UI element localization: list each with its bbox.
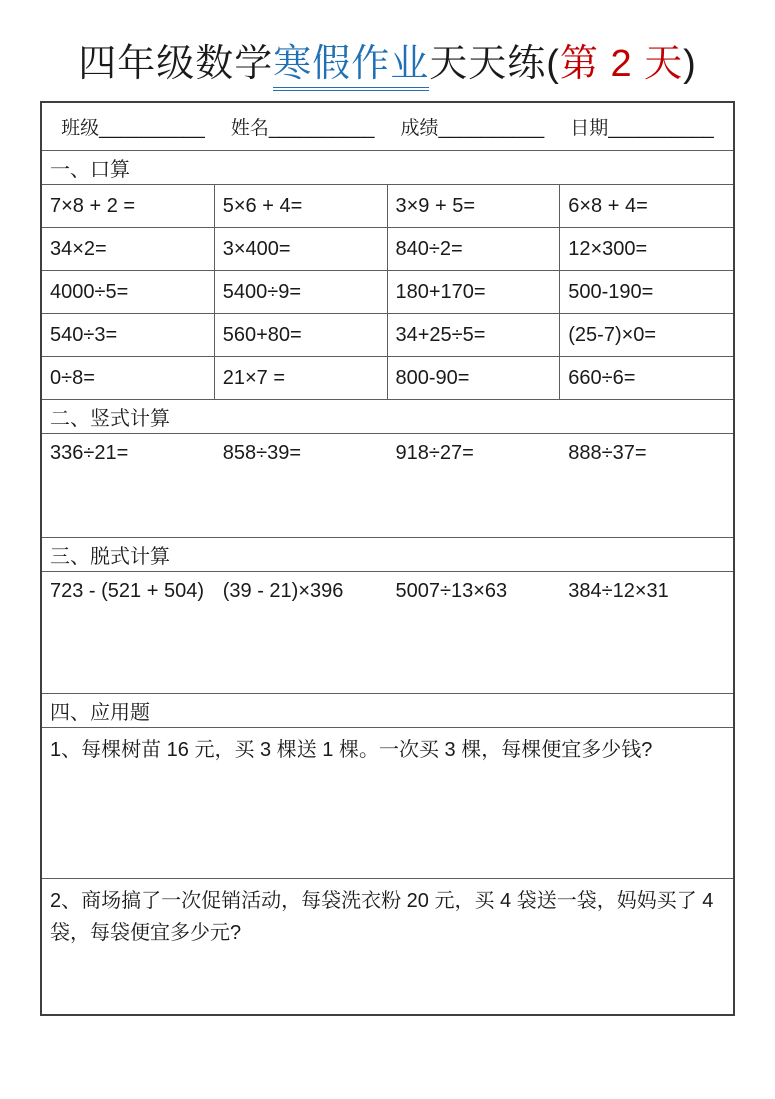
offform-problem: 384÷12×31 bbox=[568, 580, 669, 602]
worksheet-table bbox=[40, 101, 735, 1016]
title-highlight: 寒假作业 bbox=[273, 43, 429, 91]
score-field bbox=[401, 113, 545, 140]
offform-problem: 723 - (521 + 504) bbox=[50, 580, 204, 602]
info-row bbox=[42, 103, 733, 151]
offform-problem: 5007÷13×63 bbox=[395, 580, 508, 602]
score-blank: __________ bbox=[438, 118, 545, 139]
class-field bbox=[61, 113, 205, 140]
oral-problem-cell: 3×9 + 5= bbox=[388, 185, 561, 228]
score-label: 成绩 bbox=[400, 118, 439, 139]
oral-problem-cell: 800-90= bbox=[388, 357, 561, 400]
oral-problem-cell: 500-190= bbox=[560, 271, 733, 314]
oral-grid bbox=[42, 185, 733, 400]
vertical-problem: 858÷39= bbox=[222, 442, 302, 464]
offform-problem: (39 - 21)×396 bbox=[222, 580, 344, 602]
class-label: 班级 bbox=[61, 118, 100, 139]
vertical-problems-row bbox=[42, 434, 733, 538]
oral-problem-cell: 34+25÷5= bbox=[388, 314, 561, 357]
word-problem-2: 2、商场搞了一次促销活动，每袋洗衣粉 20 元，买 4 袋送一袋，妈妈买了 4 袋，每袋便宜多少元? bbox=[50, 890, 714, 944]
section-heading-offform: 三、脱式计算 bbox=[42, 538, 733, 572]
oral-problem-cell: 12×300= bbox=[560, 228, 733, 271]
oral-problem-cell: 6×8 + 4= bbox=[560, 185, 733, 228]
date-blank: __________ bbox=[608, 118, 714, 139]
oral-problem-cell: 660÷6= bbox=[560, 357, 733, 400]
title-middle: 天天练( bbox=[429, 43, 560, 85]
oral-problem-cell: 560+80= bbox=[215, 314, 388, 357]
class-blank: __________ bbox=[99, 118, 205, 139]
oral-problem-cell: 7×8 + 2 = bbox=[42, 185, 215, 228]
title-day: 第 2 天 bbox=[559, 43, 684, 85]
oral-problem-cell: 21×7 = bbox=[215, 357, 388, 400]
oral-problem-cell: 180+170= bbox=[388, 271, 561, 314]
oral-problem-cell: 840÷2= bbox=[388, 228, 561, 271]
date-field bbox=[570, 113, 714, 140]
name-label: 姓名 bbox=[230, 118, 269, 139]
oral-problem-cell: 3×400= bbox=[215, 228, 388, 271]
date-label: 日期 bbox=[570, 118, 609, 139]
section-heading-oral: 一、口算 bbox=[42, 151, 733, 185]
name-blank: __________ bbox=[268, 118, 375, 139]
oral-problem-cell: (25-7)×0= bbox=[560, 314, 733, 357]
oral-problem-cell: 540÷3= bbox=[42, 314, 215, 357]
vertical-problem: 888÷37= bbox=[568, 442, 647, 464]
oral-problem-cell: 5400÷9= bbox=[215, 271, 388, 314]
vertical-problem: 336÷21= bbox=[50, 442, 129, 464]
title-prefix: 四年级数学 bbox=[78, 43, 274, 85]
oral-problem-cell: 34×2= bbox=[42, 228, 215, 271]
section-heading-vertical: 二、竖式计算 bbox=[42, 400, 733, 434]
oral-problem-cell: 5×6 + 4= bbox=[215, 185, 388, 228]
offform-problems-row bbox=[42, 572, 733, 694]
section-heading-word: 四、应用题 bbox=[42, 694, 733, 728]
oral-problem-cell: 0÷8= bbox=[42, 357, 215, 400]
name-field bbox=[231, 113, 375, 140]
page-title bbox=[0, 32, 775, 87]
vertical-problem: 918÷27= bbox=[395, 442, 474, 464]
oral-problem-cell: 4000÷5= bbox=[42, 271, 215, 314]
word-problem-1: 1、每棵树苗 16 元，买 3 棵送 1 棵。一次买 3 棵，每棵便宜多少钱? bbox=[42, 728, 733, 879]
title-suffix: ) bbox=[683, 43, 697, 85]
